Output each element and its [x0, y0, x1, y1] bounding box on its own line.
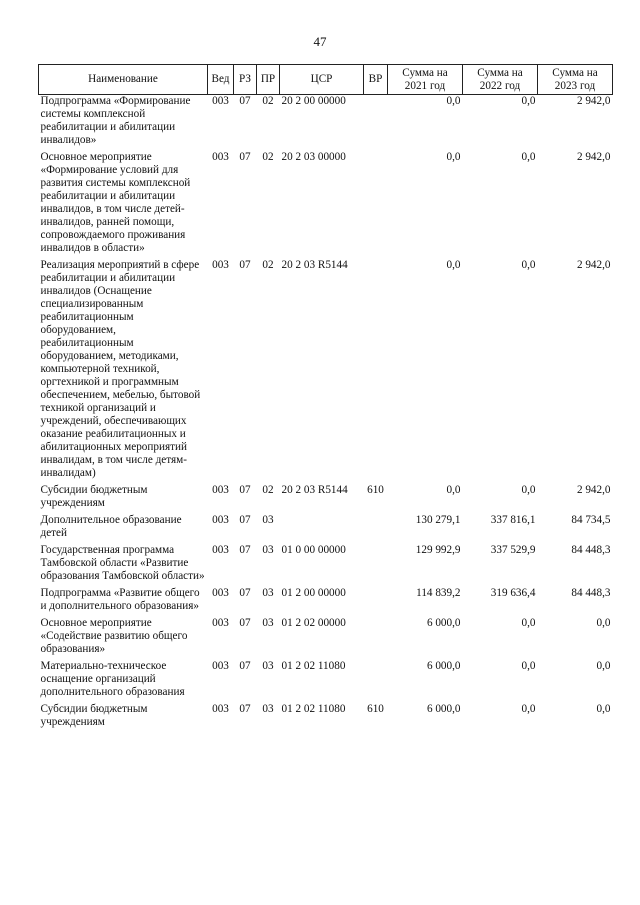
cell-rz: 07 [239, 617, 251, 629]
cell-sum-2021: 6 000,0 [426, 617, 461, 629]
cell-rz: 07 [239, 259, 251, 271]
cell-rz: 07 [239, 151, 251, 163]
table-row [39, 703, 613, 733]
cell-name: Субсидии бюджетным учреждениям [40, 484, 148, 509]
header-sum-2021: Сумма на 2021 год [388, 65, 463, 95]
cell-rz: 07 [239, 95, 251, 107]
cell-ved: 003 [212, 544, 229, 556]
header-sum-2022: Сумма на 2022 год [463, 65, 538, 95]
cell-sum-2023: 0,0 [596, 703, 611, 715]
page-number: 47 [313, 34, 327, 49]
cell-sum-2022: 0,0 [521, 259, 536, 271]
cell-vr [364, 151, 388, 259]
table-row [39, 660, 613, 703]
cell-pr: 03 [262, 544, 274, 556]
cell-pr: 02 [262, 259, 274, 271]
cell-csr: 01 2 02 00000 [281, 617, 346, 629]
cell-ved: 003 [212, 617, 229, 629]
cell-csr [280, 514, 364, 544]
cell-ved: 003 [212, 259, 229, 271]
cell-ved: 003 [212, 587, 229, 599]
cell-vr [364, 514, 388, 544]
cell-sum-2022: 319 636,4 [490, 587, 536, 599]
table-row [39, 514, 613, 544]
cell-pr: 03 [262, 514, 274, 526]
cell-sum-2023: 84 734,5 [571, 514, 611, 526]
cell-vr: 610 [367, 703, 384, 715]
table-row [39, 95, 613, 152]
cell-vr [364, 587, 388, 617]
cell-name: Подпрограмма «Формирование системы комплексной реабилитации и абилитации инвалидов» [40, 95, 191, 146]
cell-sum-2022: 0,0 [521, 703, 536, 715]
cell-sum-2022: 0,0 [521, 151, 536, 163]
cell-pr: 03 [262, 617, 274, 629]
cell-name: Материально-техническое оснащение организаций дополнительного образования [40, 660, 185, 698]
budget-table [38, 64, 613, 733]
cell-csr: 20 2 00 00000 [281, 95, 346, 107]
cell-sum-2021: 0,0 [446, 151, 461, 163]
cell-sum-2021: 129 992,9 [415, 544, 461, 556]
cell-name: Дополнительное образование детей [40, 514, 182, 539]
cell-pr: 03 [262, 587, 274, 599]
header-pr: ПР [257, 65, 280, 95]
cell-csr: 01 2 02 11080 [281, 703, 346, 715]
cell-sum-2023: 0,0 [596, 617, 611, 629]
cell-name: Субсидии бюджетным учреждениям [40, 703, 148, 728]
cell-pr: 03 [262, 703, 274, 715]
cell-ved: 003 [212, 703, 229, 715]
cell-csr: 01 2 00 00000 [281, 587, 346, 599]
cell-sum-2023: 2 942,0 [576, 151, 611, 163]
cell-vr [364, 95, 388, 152]
cell-sum-2021: 0,0 [446, 484, 461, 496]
cell-sum-2022: 337 816,1 [490, 514, 536, 526]
table-body [39, 95, 613, 734]
cell-rz: 07 [239, 514, 251, 526]
cell-rz: 07 [239, 703, 251, 715]
header-csr: ЦСР [280, 65, 364, 95]
cell-vr: 610 [367, 484, 384, 496]
cell-vr [364, 544, 388, 587]
cell-vr [364, 660, 388, 703]
cell-sum-2021: 130 279,1 [415, 514, 461, 526]
cell-csr: 01 2 02 11080 [281, 660, 346, 672]
header-vr: ВР [364, 65, 388, 95]
cell-rz: 07 [239, 484, 251, 496]
cell-sum-2021: 114 839,2 [416, 587, 461, 599]
cell-sum-2021: 6 000,0 [426, 660, 461, 672]
cell-sum-2022: 337 529,9 [490, 544, 536, 556]
cell-vr [364, 617, 388, 660]
cell-pr: 02 [262, 484, 274, 496]
table-row [39, 617, 613, 660]
cell-sum-2021: 0,0 [446, 95, 461, 107]
cell-sum-2023: 84 448,3 [571, 544, 611, 556]
table-header-row [39, 65, 613, 95]
cell-rz: 07 [239, 587, 251, 599]
cell-pr: 02 [262, 151, 274, 163]
cell-rz: 07 [239, 660, 251, 672]
table-row [39, 544, 613, 587]
cell-sum-2023: 0,0 [596, 660, 611, 672]
header-rz: РЗ [234, 65, 257, 95]
cell-csr: 20 2 03 00000 [281, 151, 346, 163]
cell-sum-2022: 0,0 [521, 660, 536, 672]
cell-ved: 003 [212, 95, 229, 107]
cell-sum-2022: 0,0 [521, 95, 536, 107]
cell-name: Основное мероприятие «Формирование условий для развития системы комплексной реабилитации и абилитации инвалидов, в том числе детей-инвалидов, ранней помощи, сопровождаемого проживания инвалидов в области» [40, 151, 191, 254]
cell-csr: 01 0 00 00000 [281, 544, 346, 556]
cell-vr [364, 259, 388, 484]
cell-csr: 20 2 03 R5144 [281, 259, 348, 271]
cell-pr: 02 [262, 95, 274, 107]
table-row [39, 587, 613, 617]
cell-sum-2023: 84 448,3 [571, 587, 611, 599]
table-row [39, 151, 613, 259]
cell-sum-2023: 2 942,0 [576, 95, 611, 107]
header-ved: Вед [208, 65, 234, 95]
cell-csr: 20 2 03 R5144 [281, 484, 348, 496]
cell-name: Реализация мероприятий в сфере реабилитации и абилитации инвалидов (Оснащение специализированным реабилитационным оборудованием, реабилитационным оборудованием, методиками, компьютерной техникой, оргтехникой и программным обеспечением, мебелью, бытовой техникой организаций и учреждений, обеспечивающих оказание реабилитационных и абилитационных мероприятий инвалидам, в том числе детям-инвалидам) [40, 259, 201, 479]
cell-pr: 03 [262, 660, 274, 672]
cell-name: Основное мероприятие «Содействие развитию общего образования» [40, 617, 188, 655]
header-name: Наименование [39, 65, 208, 95]
cell-rz: 07 [239, 544, 251, 556]
cell-ved: 003 [212, 514, 229, 526]
table-row [39, 259, 613, 484]
cell-sum-2021: 0,0 [446, 259, 461, 271]
cell-ved: 003 [212, 484, 229, 496]
table-row [39, 484, 613, 514]
header-sum-2023: Сумма на 2023 год [538, 65, 613, 95]
cell-name: Подпрограмма «Развитие общего и дополнительного образования» [40, 587, 200, 612]
cell-ved: 003 [212, 660, 229, 672]
cell-sum-2022: 0,0 [521, 617, 536, 629]
cell-ved: 003 [212, 151, 229, 163]
cell-name: Государственная программа Тамбовской области «Развитие образования Тамбовской области» [40, 544, 205, 582]
cell-sum-2023: 2 942,0 [576, 484, 611, 496]
cell-sum-2022: 0,0 [521, 484, 536, 496]
cell-sum-2021: 6 000,0 [426, 703, 461, 715]
cell-sum-2023: 2 942,0 [576, 259, 611, 271]
